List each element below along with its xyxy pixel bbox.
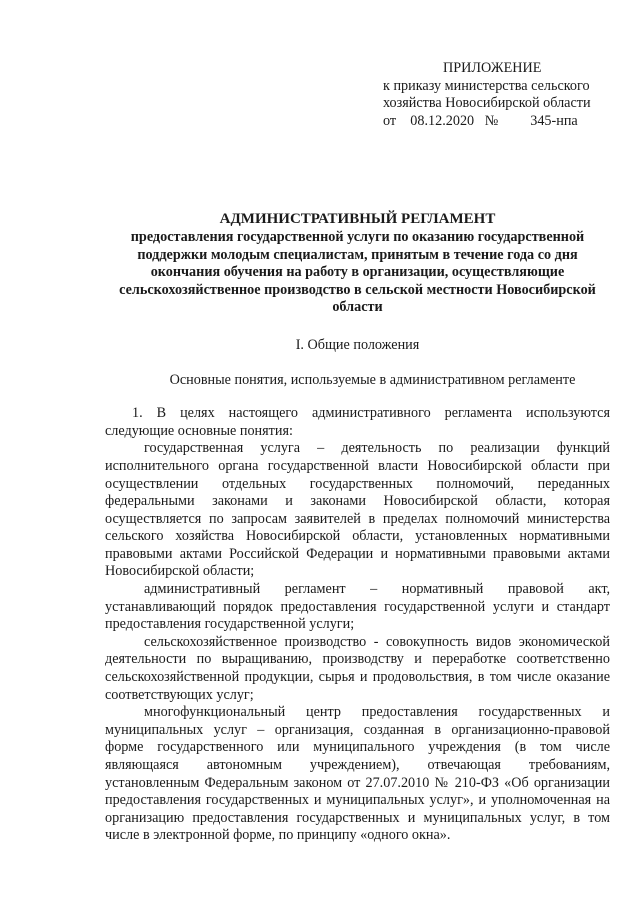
paragraph-2: государственная услуга – деятельность по реализации функций исполнительного органа государственной власти Новосибирской области при осуществлении отдельных государственных полномочий, переданных федеральными законами и законами Новосибирской области, которая осуществляется по запросам заявителей в пределах полномочий министерства сельского хозяйства Новосибирской области, установленных нормативными правовыми актами Российской Федерации и нормативными правовыми актами Новосибирской области; — [105, 440, 610, 580]
appendix-ministry-line: хозяйства Новосибирской области — [383, 95, 591, 112]
appendix-date-number: от 08.12.2020 № 345-нпа — [383, 112, 578, 129]
paragraph-1: 1. В целях настоящего административного регламента используются следующие основные понятия: — [105, 405, 610, 439]
section-title: I. Общие положения — [295, 336, 420, 353]
paragraph-5: многофункциональный центр предоставления государственных и муниципальных услуг – организация, созданная в организационно-правовой форме государственного или муниципального учреждения (в том числе являющаяся автономным учреждением), отвечающая требованиям, установленным Федеральным законом от 27.07.2010 № 210-ФЗ «Об организации предоставления государственных и муниципальных услуг», и уполномоченная на организацию предоставления государственных и муниципальных услуг, в том числе в электронной форме, по принципу «одного окна». — [105, 704, 610, 844]
subsection-title: Основные понятия, используемые в административном регламенте — [169, 371, 576, 388]
paragraph-4: сельскохозяйственное производство - совокупность видов экономической деятельности по выращиванию, производству и переработке соответственно сельскохозяйственной продукции, сырья и продовольствия, в том числе оказание соответствующих услуг; — [105, 633, 610, 703]
document-subheading: предоставления государственной услуги по оказанию государственной поддержки молодым специалистам, принятым в течение года со дня окончания обучения на работу в организации, осуществляющие сельскохозяйственное производство в сельской местности Новосибирской области — [119, 228, 596, 316]
appendix-order-line: к приказу министерства сельского — [383, 77, 590, 94]
body-text — [105, 405, 610, 845]
paragraph-3: административный регламент – нормативный правовой акт, устанавливающий порядок предоставления государственной услуги и стандарт предоставления государственной услуги; — [105, 581, 610, 633]
appendix-block — [383, 60, 610, 130]
document-heading: АДМИНИСТРАТИВНЫЙ РЕГЛАМЕНТ — [219, 211, 496, 228]
appendix-title: ПРИЛОЖЕНИЕ — [443, 60, 542, 76]
